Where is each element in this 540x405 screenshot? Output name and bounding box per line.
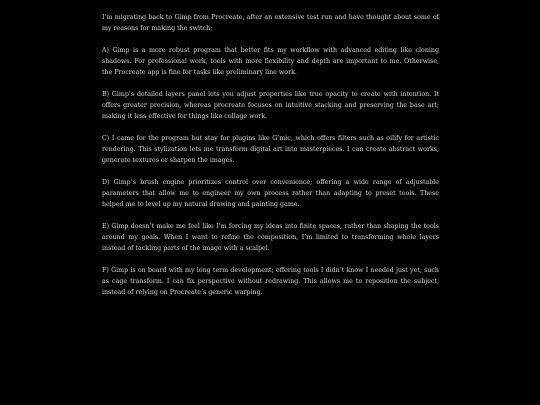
document-body bbox=[102, 12, 439, 309]
paragraph-e: E) Gimp doesn’t make me feel like I’m forcing my ideas into finite spaces, rather than shaping the tools around my goals. When I want to refine the composition, I’m limited to transforming whole layers instead of tackling parts of the image with a scalpel. bbox=[102, 223, 439, 252]
paragraph-a: A) Gimp is a more robust program that better fits my workflow with advanced editing like cloning shadows. For professional work, tools with more flexibility and depth are important to me. Otherwise, the Procreate app is fine for tasks like preliminary line work. bbox=[102, 47, 439, 76]
paragraph-c: C) I came for the program but stay for plugins like G’mic, which offers filters such as oilify for artistic rendering. This stylization lets me transform digital art into masterpieces. I can create abstract works, generate textures or sharpen the images. bbox=[102, 135, 439, 164]
paragraph-f: F) Gimp is on board with my long term development; offering tools I didn’t know I needed just yet, such as cage transform. I can fix perspective without redrawing. This allows me to reposition the subject, instead of relying on Procreate’s generic warping. bbox=[102, 267, 439, 296]
intro-paragraph: I’m migrating back to Gimp from Procreate, after an extensive test run and have thought about some of my reasons for making the switch: bbox=[102, 14, 439, 32]
paragraph-d: D) Gimp’s brush engine prioritizes control over convenience; offering a wide range of adjustable parameters that allow me to engineer my own process rather than adapting to preset tools. These helped me to level up my natural drawing and painting game. bbox=[102, 179, 439, 208]
paragraph-b: B) Gimp’s detailed layers panel lets you adjust properties like true opacity to create with intention. It offers greater precision, whereas procreate focuses on intuitive stacking and preserving the base art; making it less effective for things like collage work. bbox=[102, 91, 439, 120]
